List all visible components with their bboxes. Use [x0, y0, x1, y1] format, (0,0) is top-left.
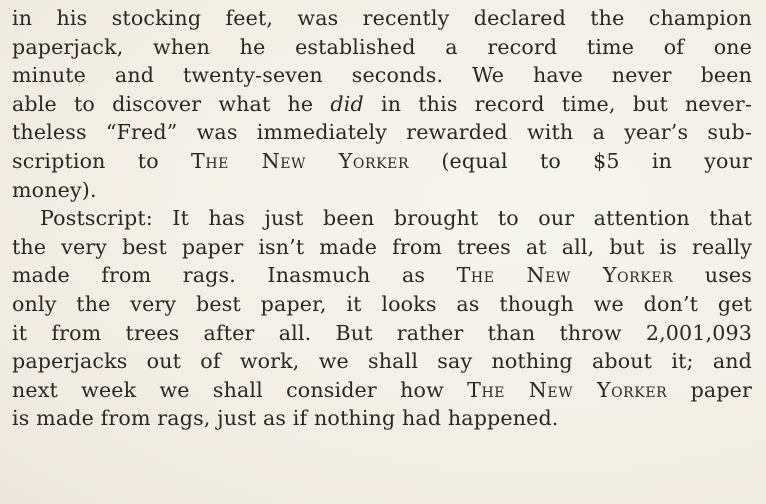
text-line: minute and twenty-seven seconds. We have never been — [12, 63, 752, 88]
publication-name: The New Yorker — [467, 377, 668, 402]
text-line: it from trees after all. But rather than throw 2,001,093 — [12, 320, 752, 345]
text-run: scription to — [12, 148, 191, 173]
text-line: paperjacks out of work, we shall say nothing about it; and — [12, 349, 752, 374]
text-line — [12, 147, 752, 176]
text-run: uses — [673, 263, 752, 288]
text-run: paper — [667, 377, 752, 402]
publication-name: The New Yorker — [456, 263, 674, 288]
text-run: able to discover what he — [12, 91, 331, 116]
text-line — [12, 376, 752, 405]
text-line — [12, 261, 752, 290]
text-line: Postscript: It has just been brought to our attention that — [40, 206, 752, 231]
text-run: (equal to $5 in your — [409, 148, 752, 173]
text-line: paperjack, when he established a record time of one — [12, 34, 752, 59]
text-line: in his stocking feet, was recently declared the champion — [12, 6, 752, 30]
text-line: only the very best paper, it looks as though we don’t get — [12, 291, 752, 316]
text-run: made from rags. Inasmuch as — [12, 263, 457, 288]
text-line — [12, 90, 752, 119]
text-run: next week we shall consider how — [12, 377, 468, 402]
text-line: is made from rags, just as if nothing had happened. — [12, 406, 559, 431]
publication-name: The New Yorker — [190, 148, 410, 173]
italic-word: did — [330, 91, 364, 116]
text-line: theless “Fred” was immediately rewarded with a year’s sub- — [12, 120, 752, 145]
paragraph-paperjack-record — [12, 4, 752, 204]
text-run: in this record time, but never- — [363, 91, 752, 116]
text-line: the very best paper isn’t made from trees at all, but is really — [12, 234, 752, 259]
paragraph-postscript — [12, 204, 752, 433]
text-line: money). — [12, 177, 97, 202]
